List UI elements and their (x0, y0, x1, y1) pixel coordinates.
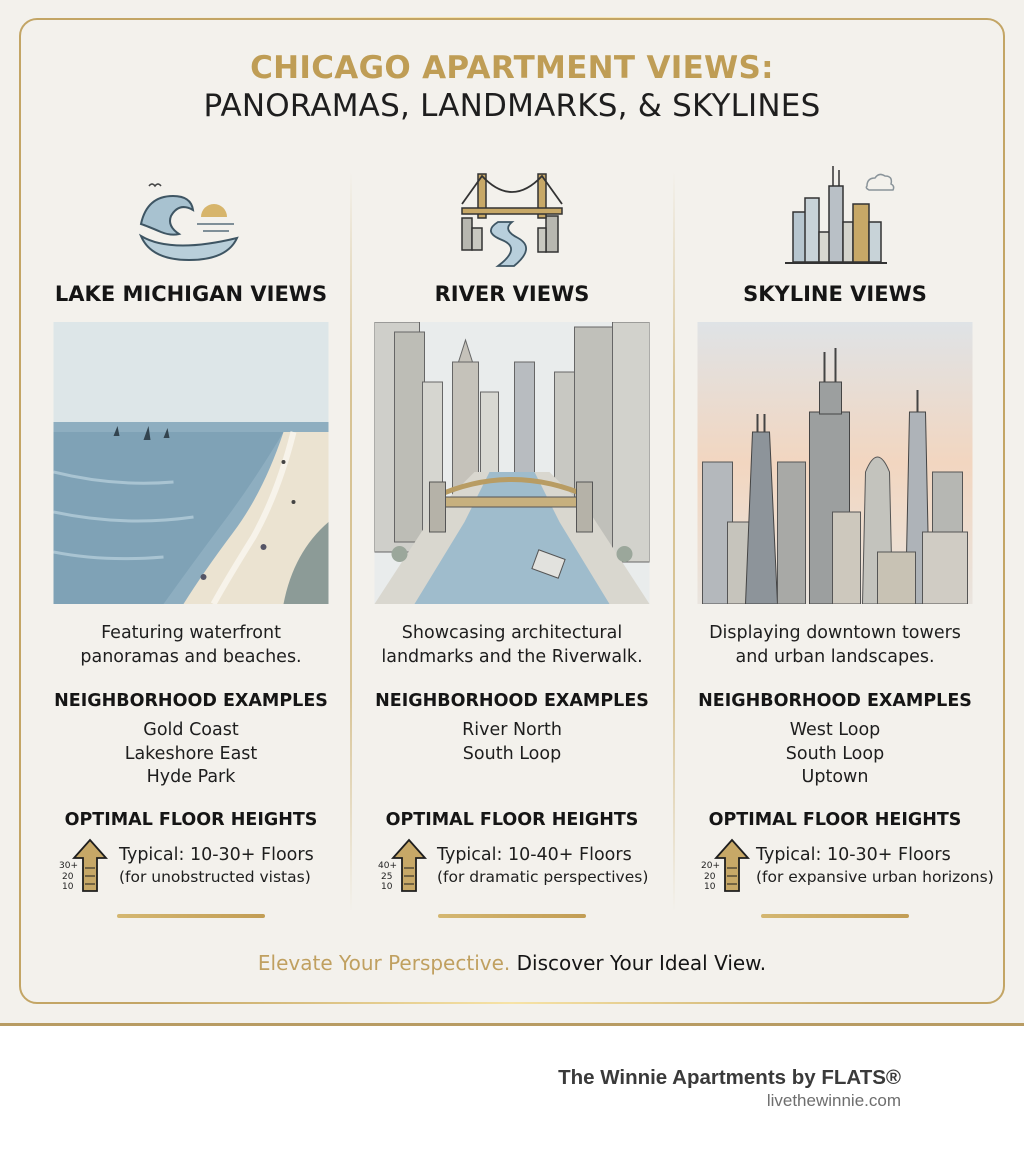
column-description (674, 621, 996, 669)
up-arrow-icon (58, 838, 108, 894)
description-line: Displaying downtown towers (709, 623, 961, 643)
riverwalk-illustration (375, 322, 650, 604)
floor-typical: Typical: 10-40+ Floors (437, 845, 632, 865)
footer (0, 1026, 1024, 1154)
brand-block (558, 1066, 901, 1112)
gold-accent-bar (117, 914, 265, 918)
floor-note: (for unobstructed vistas) (119, 868, 311, 886)
tagline-dark: Discover Your Ideal View. (516, 951, 767, 975)
neighborhood-item: Uptown (801, 767, 869, 787)
arrow-scale-mid: 25 (381, 872, 393, 882)
title-line-1: CHICAGO APARTMENT VIEWS: (250, 50, 774, 86)
neighborhood-item: South Loop (462, 743, 562, 764)
floor-height-row (30, 838, 352, 894)
lake-beach-illustration (54, 322, 329, 604)
gold-accent-bar (438, 914, 586, 918)
neighborhood-list (30, 719, 352, 790)
floor-note: (for dramatic perspectives) (437, 868, 649, 886)
description-line: panoramas and beaches. (80, 647, 302, 667)
floor-note: (for expansive urban horizons) (756, 868, 994, 886)
floor-height-row (351, 838, 673, 894)
neighborhood-item: Lakeshore East (124, 743, 258, 764)
column-description (30, 621, 352, 669)
arrow-scale-top: 30+ (59, 861, 78, 871)
arrow-scale-top: 40+ (378, 861, 397, 871)
gold-accent-bar (761, 914, 909, 918)
optimal-floor-heights-heading: OPTIMAL FLOOR HEIGHTS (64, 810, 318, 830)
downtown-skyline-illustration (698, 322, 973, 604)
neighborhood-item: South Loop (785, 743, 885, 764)
neighborhood-examples-heading: NEIGHBORHOOD EXAMPLES (698, 691, 972, 711)
neighborhood-examples-heading: NEIGHBORHOOD EXAMPLES (54, 691, 328, 711)
floor-height-text (756, 844, 994, 888)
floor-height-text (119, 844, 314, 888)
description-line: landmarks and the Riverwalk. (381, 647, 643, 667)
column-heading: LAKE MICHIGAN VIEWS (54, 282, 328, 306)
neighborhood-item: Hyde Park (146, 767, 236, 787)
column-lake (30, 0, 352, 940)
bottom-glow (150, 1002, 874, 1004)
arrow-scale-low: 10 (62, 882, 74, 892)
tagline (0, 951, 1024, 975)
floor-typical: Typical: 10-30+ Floors (119, 845, 314, 865)
arrow-scale-low: 10 (704, 882, 716, 892)
neighborhood-item: West Loop (789, 720, 881, 740)
column-heading: RIVER VIEWS (434, 282, 590, 306)
bridge-river-icon (452, 162, 572, 270)
floor-typical: Typical: 10-30+ Floors (756, 845, 951, 865)
title-line-2: PANORAMAS, LANDMARKS, & SKYLINES (203, 88, 821, 124)
floor-height-text (437, 844, 648, 888)
column-skyline (674, 0, 996, 940)
up-arrow-icon (700, 838, 750, 894)
description-line: and urban landscapes. (735, 647, 935, 667)
tagline-gold: Elevate Your Perspective. (257, 951, 511, 975)
neighborhood-list (674, 719, 996, 790)
arrow-scale-mid: 20 (704, 872, 716, 882)
wave-sun-icon (131, 162, 251, 270)
arrow-scale-top: 20+ (701, 861, 720, 871)
column-heading: SKYLINE VIEWS (743, 282, 927, 306)
neighborhood-item: River North (462, 720, 562, 740)
neighborhood-list (351, 719, 673, 766)
arrow-scale-mid: 20 (62, 872, 74, 882)
arrow-scale-low: 10 (381, 882, 393, 892)
description-line: Showcasing architectural (401, 623, 623, 643)
neighborhood-examples-heading: NEIGHBORHOOD EXAMPLES (375, 691, 649, 711)
floor-height-row (674, 838, 996, 894)
optimal-floor-heights-heading: OPTIMAL FLOOR HEIGHTS (385, 810, 639, 830)
neighborhood-item: Gold Coast (143, 720, 239, 740)
brand-name: The Winnie Apartments by FLATS® (558, 1066, 901, 1089)
column-river (351, 0, 673, 940)
brand-url[interactable]: livethewinnie.com (766, 1091, 901, 1110)
column-description (351, 621, 673, 669)
skyline-icon (775, 162, 895, 270)
description-line: Featuring waterfront (101, 623, 281, 643)
optimal-floor-heights-heading: OPTIMAL FLOOR HEIGHTS (708, 810, 962, 830)
up-arrow-icon (377, 838, 427, 894)
